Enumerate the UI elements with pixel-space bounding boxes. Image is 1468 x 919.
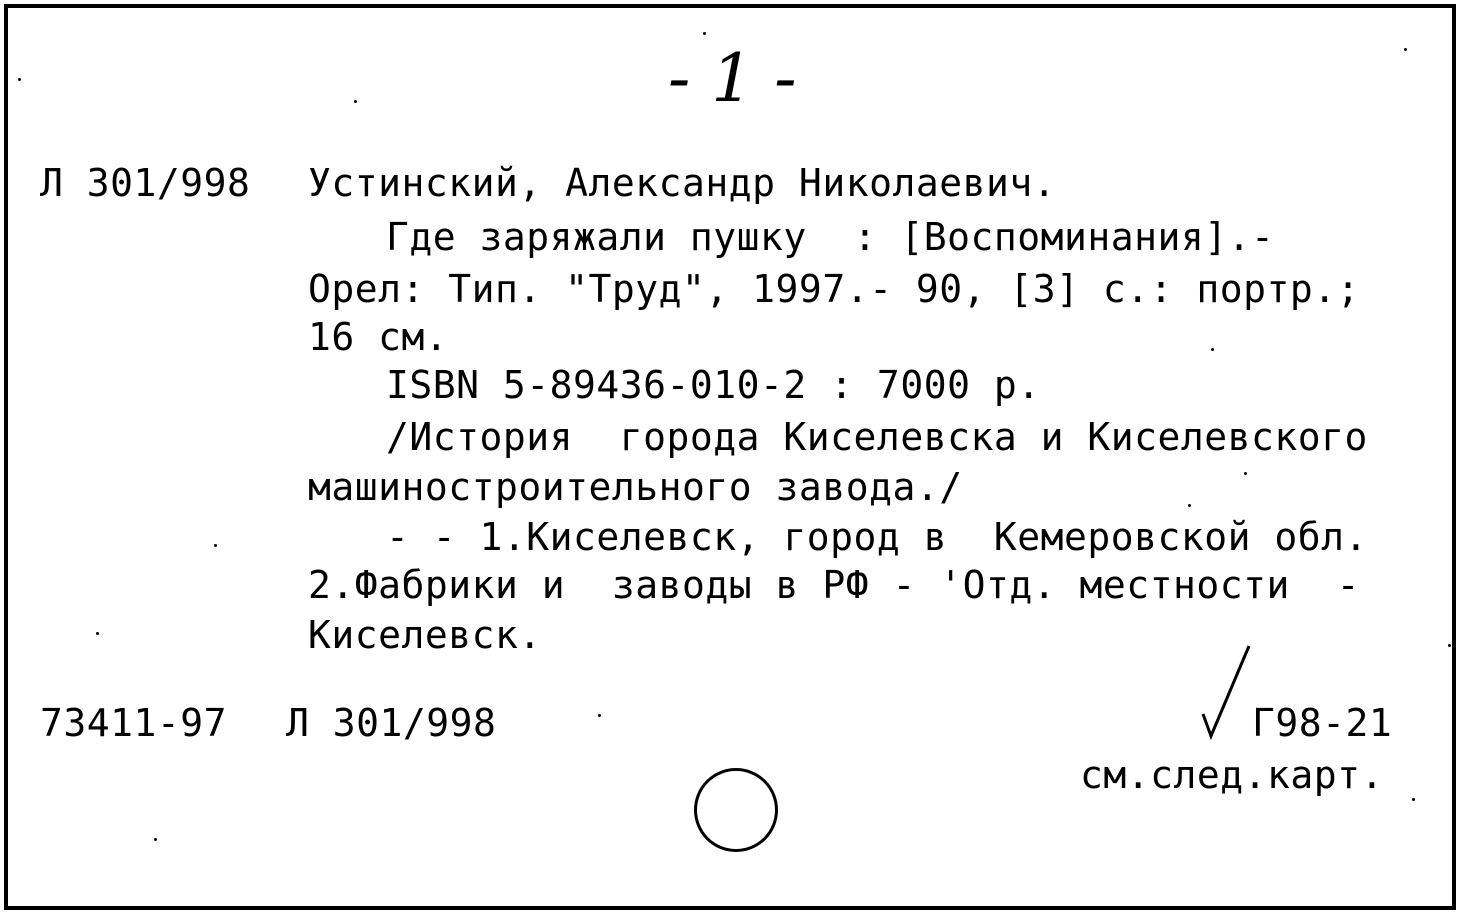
speck xyxy=(154,838,157,841)
continued-note: см.след.карт. xyxy=(1080,753,1384,797)
subject-line-2: 2.Фабрики и заводы в РФ - 'Отд. местности - xyxy=(308,563,1361,607)
speck xyxy=(1188,504,1191,507)
speck xyxy=(96,632,99,635)
catalog-card xyxy=(4,4,1456,910)
speck xyxy=(214,544,217,547)
speck xyxy=(598,714,601,717)
shelf-mark: Л 301/998 xyxy=(40,161,251,205)
punch-hole xyxy=(694,768,778,852)
title-line-1: Где заряжали пушку : [Воспоминания].- xyxy=(386,215,1275,259)
title-line-3: 16 см. xyxy=(308,315,449,359)
speck xyxy=(354,100,357,103)
speck xyxy=(703,32,706,35)
author-heading: Устинский, Александр Николаевич. xyxy=(308,161,1057,205)
subject-line-3: Киселевск. xyxy=(308,613,542,657)
speck xyxy=(1244,472,1247,475)
note-line-1: /История города Киселевска и Киселевского xyxy=(386,415,1368,459)
speck xyxy=(1448,644,1451,647)
speck xyxy=(1404,48,1407,51)
accession-number: 73411-97 xyxy=(40,701,228,745)
speck xyxy=(1412,798,1415,801)
note-line-2: машиностроительного завода./ xyxy=(308,465,963,509)
speck xyxy=(18,78,21,81)
shelf-mark-bottom: Л 301/998 xyxy=(286,701,497,745)
page-number: - 1 - xyxy=(668,40,797,117)
subject-line-1: - - 1.Киселевск, город в Кемеровской обл. xyxy=(386,515,1368,559)
isbn-line: ISBN 5-89436-010-2 : 7000 р. xyxy=(386,363,1041,407)
title-line-2: Орел: Тип. "Труд", 1997.- 90, [3] с.: портр.; xyxy=(308,267,1361,311)
speck xyxy=(1211,348,1214,351)
classification-code: Г98-21 xyxy=(1252,701,1393,745)
